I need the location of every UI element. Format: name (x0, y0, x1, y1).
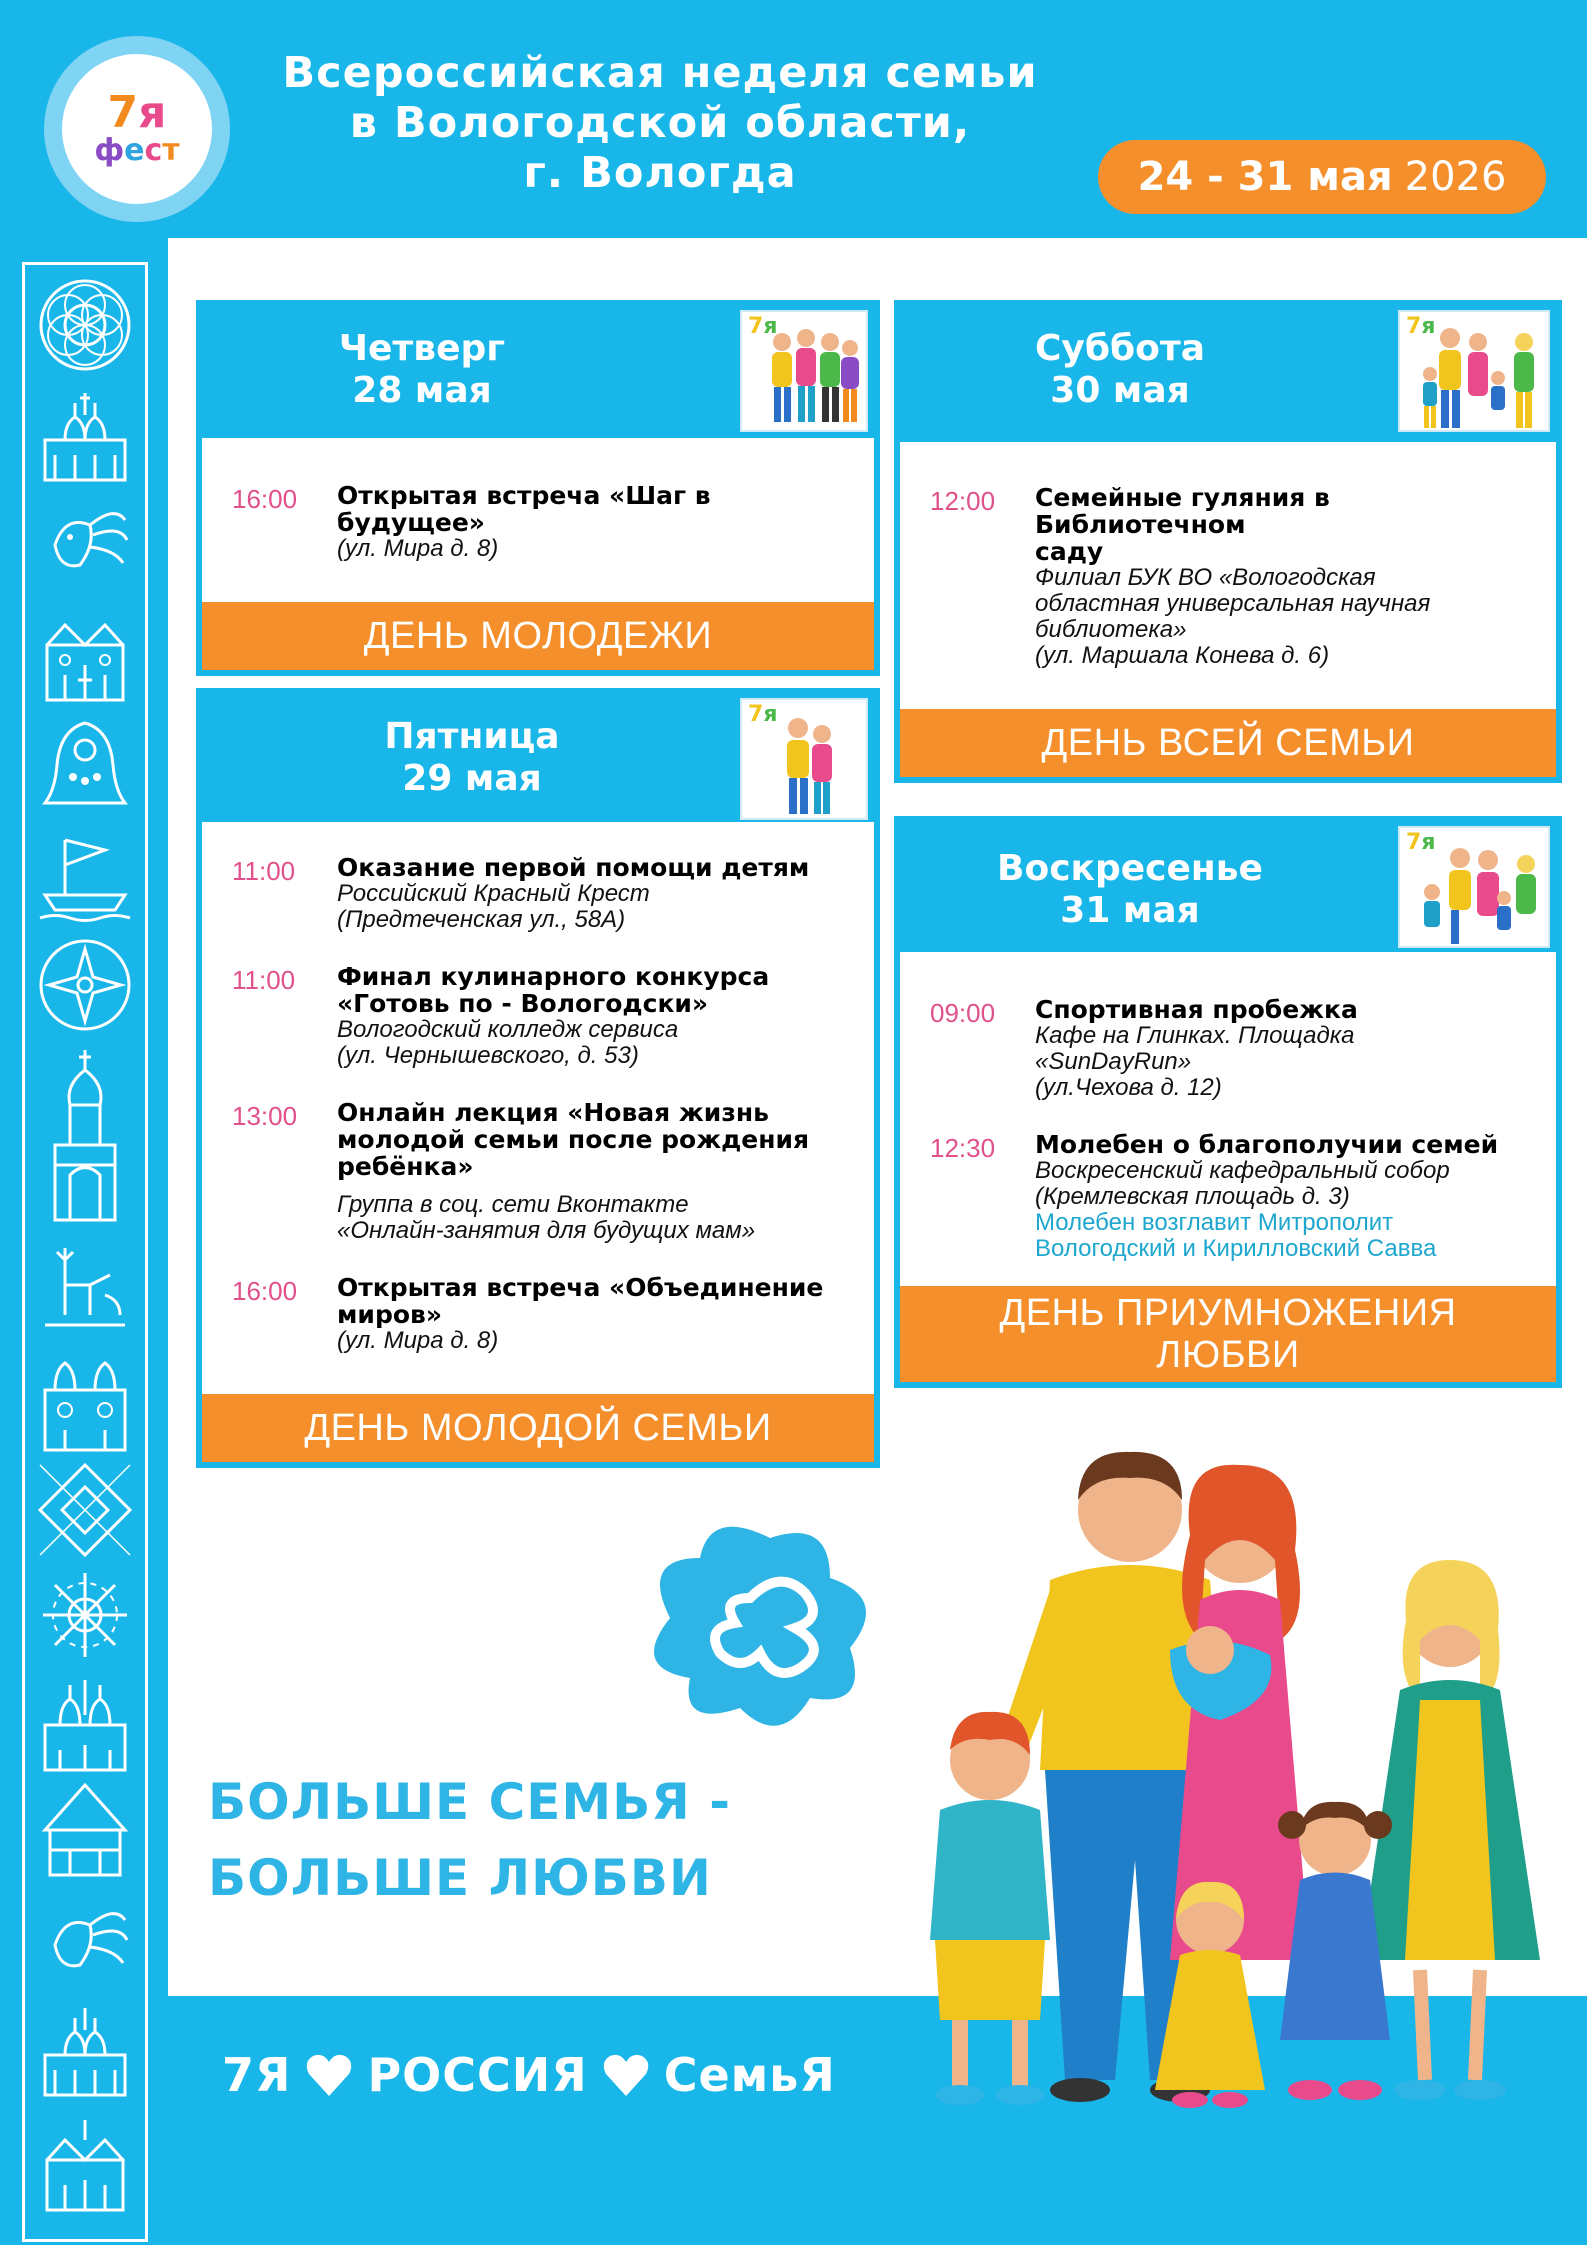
flower-icon (600, 1498, 900, 1748)
day-card-body (900, 442, 1556, 709)
event-info (1035, 996, 1526, 1101)
event-place: (Кремлевская площадь д. 3) (1035, 1183, 1350, 1210)
event-title: «Готовь по - Вологодски» (337, 989, 709, 1018)
day-card-header (900, 822, 1556, 952)
event-time: 09:00 (930, 998, 996, 1028)
day-card-body (202, 438, 874, 602)
motto-part: РОССИЯ (367, 2048, 588, 2102)
day-card-sunday (894, 816, 1562, 1388)
church-ornament-icon (35, 385, 135, 485)
day-theme-band: ДЕНЬ МОЛОДОЙ СЕМЬИ (202, 1394, 874, 1462)
church-ornament-icon (35, 1675, 135, 1775)
mini-logo-digit: 7 (1406, 314, 1422, 339)
logo-letter: т (162, 133, 180, 168)
event-place: областная универсальная научная (1035, 590, 1431, 617)
day-date: 30 мая (1050, 370, 1190, 411)
day-heading (202, 328, 642, 412)
event-time: 12:30 (930, 1133, 996, 1163)
event-item (232, 1274, 844, 1354)
mini-logo-letter: я (1421, 830, 1436, 855)
day-illustration (740, 310, 868, 432)
event-note: Молебен возглавит Митрополит (1035, 1209, 1394, 1236)
bird-ornament-icon (35, 1890, 135, 1990)
mini-logo-digit: 7 (1406, 830, 1422, 855)
day-theme-band: ДЕНЬ МОЛОДЕЖИ (202, 602, 874, 670)
event-title: Открытая встреча «Объединение (337, 1273, 824, 1302)
event-place: Группа в соц. сети Вконтакте (337, 1191, 689, 1218)
event-note: Вологодский и Кирилловский Савва (1035, 1235, 1437, 1262)
mini-logo (1406, 314, 1435, 339)
day-card-header (202, 694, 874, 822)
event-time: 16:00 (232, 484, 298, 514)
slogan-line: БОЛЬШЕ СЕМЬЯ - (208, 1773, 731, 1831)
page-title (200, 48, 1120, 198)
event-item (232, 854, 844, 933)
event-title: Онлайн лекция «Новая жизнь (337, 1098, 769, 1127)
church-ornament-icon (35, 2000, 135, 2100)
event-item (232, 1099, 844, 1244)
event-place: Воскресенский кафедральный собор (1035, 1157, 1450, 1184)
day-card-body (202, 822, 874, 1394)
event-place: «SunDayRun» (1035, 1048, 1192, 1075)
mini-logo-digit: 7 (748, 314, 764, 339)
mini-logo-letter: я (763, 702, 778, 727)
day-name: Четверг (338, 328, 506, 369)
event-info (337, 1099, 844, 1244)
mini-logo-digit: 7 (748, 702, 764, 727)
date-year: 2026 (1404, 154, 1507, 200)
mini-logo (748, 702, 777, 727)
event-info (337, 963, 844, 1069)
bell-ornament-icon (35, 715, 135, 815)
date-range: 24 - 31 мая (1137, 154, 1393, 200)
ornament-strip (22, 262, 148, 2242)
slogan (208, 1764, 731, 1916)
motto-part: 7Я (222, 2048, 292, 2102)
event-item (930, 996, 1526, 1101)
event-place: (ул. Маршала Конева д. 6) (1035, 642, 1330, 669)
band-line: ЛЮБВИ (1156, 1334, 1300, 1376)
event-time: 16:00 (232, 1276, 298, 1306)
church-ornament-icon (35, 605, 135, 705)
event-info (337, 1274, 844, 1354)
logo-letter: ф (94, 133, 125, 168)
event-place: (Предтеченская ул., 58А) (337, 906, 626, 933)
event-place: (ул. Чернышевского, д. 53) (337, 1042, 639, 1069)
event-title: молодой семьи после рождения (337, 1125, 810, 1154)
event-title: Спортивная пробежка (1035, 995, 1358, 1024)
festival-logo-inner (62, 54, 212, 204)
event-title: Открытая встреча «Шаг в будущее» (337, 481, 711, 537)
slogan-line: БОЛЬШЕ ЛЮБВИ (208, 1849, 712, 1907)
boat-ornament-icon (35, 825, 135, 925)
cathedral-ornament-icon (35, 1045, 135, 1225)
day-heading (900, 328, 1340, 412)
day-card-body (900, 952, 1556, 1286)
motto (222, 2040, 836, 2110)
domes-ornament-icon (35, 1345, 135, 1455)
tower-ornament-icon (35, 1780, 135, 1880)
event-place: (ул. Мира д. 8) (337, 1327, 499, 1354)
heart-icon (602, 2052, 650, 2098)
event-place: Российский Красный Крест (337, 880, 650, 907)
day-date: 28 мая (352, 370, 492, 411)
rosette-ornament-icon (35, 275, 135, 375)
event-title: Оказание первой помощи детям (337, 853, 810, 882)
event-place: Вологодский колледж сервиса (337, 1016, 679, 1043)
title-line: Всероссийская неделя семьи (282, 48, 1038, 98)
day-name: Пятница (384, 716, 560, 757)
title-line: в Вологодской области, (349, 98, 971, 148)
day-card-friday (196, 688, 880, 1468)
mini-logo-letter: я (1421, 314, 1436, 339)
event-place: (ул. Мира д. 8) (337, 535, 499, 562)
day-illustration (1398, 826, 1550, 948)
event-title: миров» (337, 1300, 442, 1329)
day-card-saturday (894, 300, 1562, 783)
heart-icon (305, 2052, 353, 2098)
event-place: Кафе на Глинках. Площадка (1035, 1022, 1355, 1049)
church-ornament-icon (35, 2115, 135, 2215)
event-info (337, 482, 844, 562)
event-title: саду (1035, 537, 1104, 566)
day-theme-band: ДЕНЬ ВСЕЙ СЕМЬИ (900, 709, 1556, 777)
day-card-header (900, 306, 1556, 442)
event-title: ребёнка» (337, 1152, 474, 1181)
day-date: 29 мая (402, 758, 542, 799)
family-illustration (880, 1440, 1570, 2130)
logo-line2 (94, 135, 179, 167)
event-place: «Онлайн-занятия для будущих мам» (337, 1217, 756, 1244)
event-item (930, 484, 1526, 669)
event-place: (ул.Чехова д. 12) (1035, 1074, 1222, 1101)
title-line: г. Вологда (523, 148, 797, 198)
logo-letter: с (144, 133, 163, 168)
day-card-header (202, 306, 874, 438)
event-title: Молебен о благополучии семей (1035, 1130, 1499, 1159)
logo-letter: я (138, 87, 167, 138)
event-info (1035, 484, 1526, 669)
event-time: 11:00 (232, 965, 296, 995)
motto-part: СемьЯ (663, 2048, 836, 2102)
mini-logo (1406, 830, 1435, 855)
day-heading (900, 848, 1360, 932)
event-item (232, 482, 844, 562)
event-title: Финал кулинарного конкурса (337, 962, 770, 991)
star-ornament-icon (35, 935, 135, 1035)
date-badge (1098, 140, 1546, 214)
day-date: 31 мая (1060, 890, 1200, 931)
day-name: Суббота (1034, 328, 1206, 369)
day-heading (202, 716, 742, 800)
event-info (337, 854, 844, 933)
event-item (930, 1131, 1526, 1262)
event-time: 11:00 (232, 856, 296, 886)
event-time: 12:00 (930, 486, 996, 516)
day-name: Воскресенье (997, 848, 1263, 889)
event-place: Филиал БУК ВО «Вологодская (1035, 564, 1376, 591)
event-title: Семейные гуляния в Библиотечном (1035, 483, 1330, 539)
day-card-thursday (196, 300, 880, 676)
logo-letter: е (124, 133, 145, 168)
mini-logo-letter: я (763, 314, 778, 339)
event-time: 13:00 (232, 1101, 298, 1131)
pattern-ornament-icon (35, 1460, 135, 1560)
event-item (232, 963, 844, 1069)
event-info (1035, 1131, 1526, 1262)
deer-ornament-icon (35, 1240, 135, 1340)
logo-digit: 7 (107, 87, 139, 138)
event-place: библиотека» (1035, 616, 1187, 643)
day-illustration (740, 698, 868, 820)
snowflake-ornament-icon (35, 1565, 135, 1665)
day-theme-band (900, 1286, 1556, 1382)
bird-ornament-icon (35, 495, 135, 595)
mini-logo (748, 314, 777, 339)
day-illustration (1398, 310, 1550, 432)
band-line: ДЕНЬ ПРИУМНОЖЕНИЯ (999, 1292, 1457, 1334)
logo-line1 (107, 87, 167, 138)
